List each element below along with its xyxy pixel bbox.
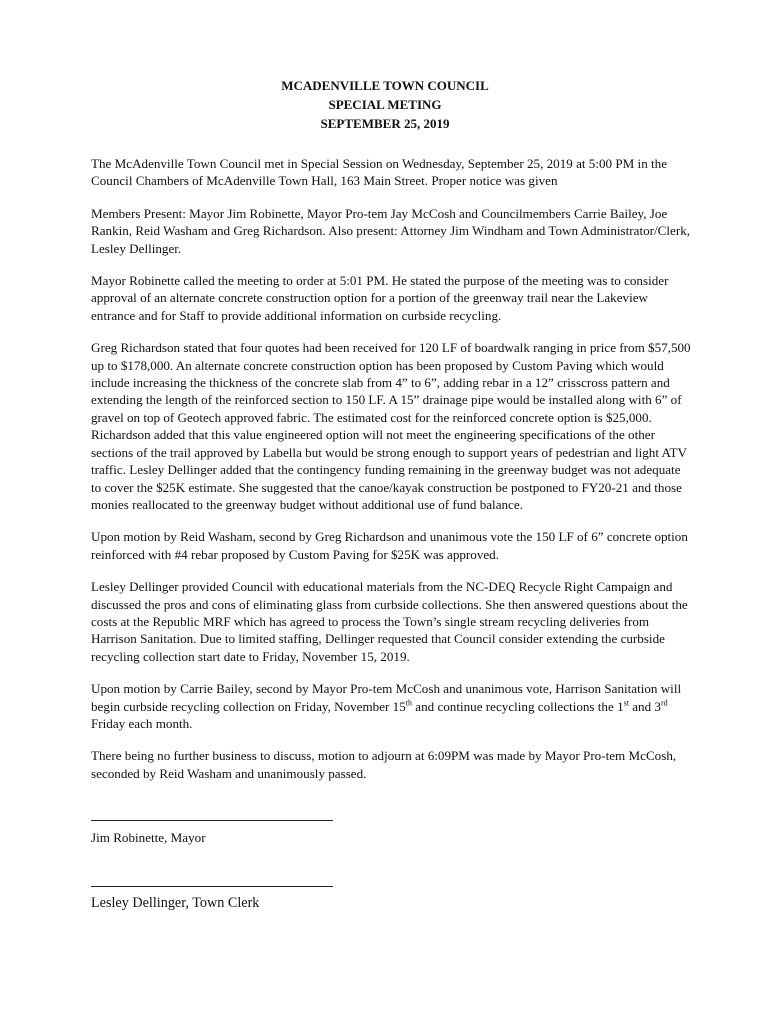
mayor-signature-name: Jim Robinette, Mayor — [91, 830, 206, 845]
recycling-motion-text-4: Friday each month. — [91, 715, 193, 731]
clerk-signature-block — [91, 886, 333, 912]
recycling-motion-text-2: and continue recycling collections the 1 — [412, 698, 624, 714]
minutes-body — [91, 155, 691, 797]
paragraph-greenway-quotes: Greg Richardson stated that four quotes had been received for 120 LF of boardwalk ranging in price from $57,500 up to $178,000. An alternate concrete construction option has been proposed by Custom Paving which would include increasing the thickness of the concrete slab from 4” to 6”, adding rebar in a 12” crisscross pattern and extending the length of the reinforced section to 150 LF. A 15” drainage pipe would be installed along with 6” of gravel on top of Geotech approved fabric. The estimated cost for the reinforced concrete option is $25,000. Richardson added that this value engineered option will not meet the engineering specifications of the other sections of the trail approved by Labella but would be strong enough to support years of pedestrian and light ATV traffic. Lesley Dellinger added that the contingency funding remaining in the greenway budget was not adequate to cover the $25K estimate. She suggested that the canoe/kayak construction be postponed to FY20-21 and those monies reallocated to the greenway budget without additional use of fund balance. — [91, 340, 691, 512]
paragraph-call-to-order: Mayor Robinette called the meeting to order at 5:01 PM. He stated the purpose of the meeting was to consider approval of an alternate concrete construction option for a portion of the greenway trail near the Lakeview entrance and for Staff to provide additional information on curbside recycling. — [91, 273, 669, 323]
paragraph-recycling-motion — [91, 680, 691, 732]
paragraph-members-present: Members Present: Mayor Jim Robinette, Mayor Pro-tem Jay McCosh and Councilmembers Carrie Bailey, Joe Rankin, Reid Washam and Greg Richardson. Also present: Attorney Jim Windham and Town Administrator/Clerk, Lesley Dellinger. — [91, 205, 691, 256]
recycling-motion-text-3: and 3 — [628, 698, 661, 714]
superscript-rd: rd — [660, 698, 668, 708]
paragraph-concrete-motion: Upon motion by Reid Washam, second by Greg Richardson and unanimous vote the 150 LF of 6” concrete option reinforced with #4 rebar proposed by Custom Paving for $25K was approved. — [91, 529, 688, 562]
clerk-signature-name: Lesley Dellinger, Town Clerk — [91, 895, 260, 911]
header-council-name: MCADENVILLE TOWN COUNCIL — [281, 78, 489, 93]
header-meeting-type: SPECIAL METING — [328, 97, 442, 112]
superscript-th: th — [405, 698, 412, 708]
clerk-signature-line — [91, 886, 333, 887]
mayor-signature-block — [91, 820, 333, 846]
recycling-motion-text-1: Upon motion by Carrie Bailey, second by Mayor Pro-tem McCosh and unanimous vote, Harrison Sanitation will begin curbside recycling collection on Friday, November 15 — [91, 681, 682, 714]
header-meeting-date: SEPTEMBER 25, 2019 — [320, 116, 450, 131]
mayor-signature-line — [91, 820, 333, 821]
paragraph-adjournment: There being no further business to discuss, motion to adjourn at 6:09PM was made by Mayor Pro-tem McCosh, seconded by Reid Washam and unanimously passed. — [91, 748, 677, 781]
paragraph-recycling-discussion: Lesley Dellinger provided Council with educational materials from the NC-DEQ Recycle Right Campaign and discussed the pros and cons of eliminating glass from curbside collections. She then answered questions about the costs at the Republic MRF which has agreed to process the Town’s single stream recycling deliveries from Harrison Sanitation. Due to limited staffing, Dellinger requested that Council consider extending the curbside recycling collection start date to Friday, November 15, 2019. — [91, 579, 688, 664]
superscript-st: st — [623, 698, 629, 708]
paragraph-session-info: The McAdenville Town Council met in Special Session on Wednesday, September 25, 2019 at 5:00 PM in the Council Chambers of McAdenville Town Hall, 163 Main Street. Proper notice was given — [91, 156, 668, 189]
document-header — [0, 76, 770, 133]
